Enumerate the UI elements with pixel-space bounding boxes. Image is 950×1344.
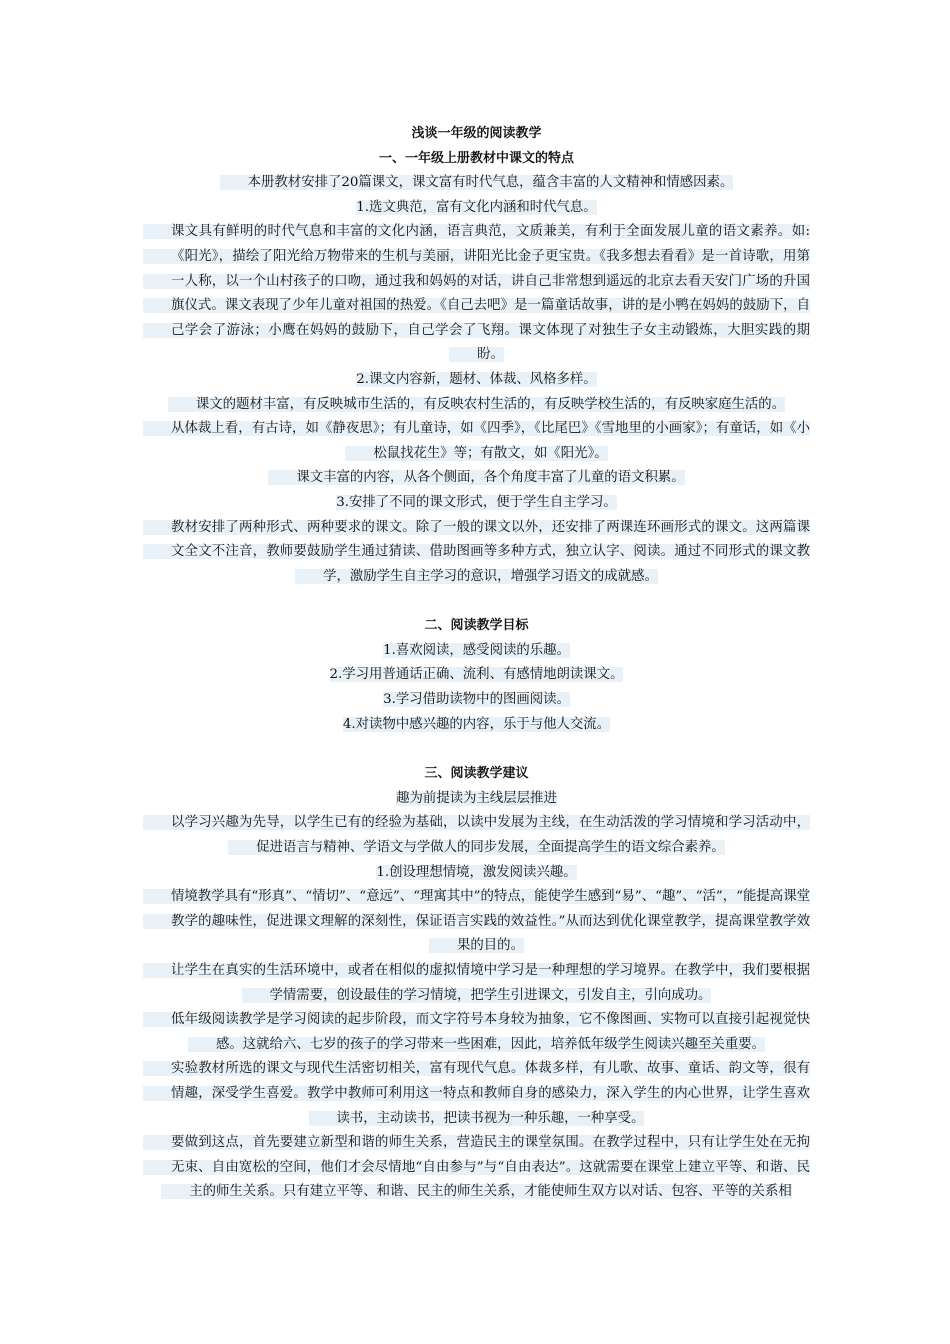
section-1-point-1-title: 1.选文典范，富有文化内涵和时代气息。: [356, 199, 597, 215]
section-1-point-1-body: 课文具有鲜明的时代气息和丰富的文化内涵，语言典范，文质兼美，有利于全面发展儿童的语文素养。如:《阳光》，描绘了阳光给万物带来的生机与美丽，讲阳光比金子更宝贵。《我多想去看看》是一首诗歌，用第一人称，以一个山村孩子的口吻，通过我和妈妈的对话，讲自己非常想到遥远的北京去看天安门广场的升国旗仪式。课文表现了少年儿童对祖国的热爱。《自己去吧》是一篇童话故事，讲的是小鸭在妈妈的鼓励下，自己学会了游泳；小鹰在妈妈的鼓励下，自己学会了飞翔。课文体现了对独生子女主动锻炼，大胆实践的期盼。: [143, 220, 810, 368]
spacer: [143, 737, 810, 762]
section-1-point-2-body-1: 课文的题材丰富，有反映城市生活的，有反映农村生活的，有反映学校生活的，有反映家庭生活的。: [143, 393, 810, 418]
goal-item: 4.对读物中感兴趣的内容，乐于与他人交流。: [342, 716, 611, 732]
goal-item: 1.喜欢阅读，感受阅读的乐趣。: [383, 642, 570, 658]
section-3-paragraph: 让学生在真实的生活环境中，或者在相似的虚拟情境中学习是一种理想的学习境界。在教学中，我们要根据学情需要，创设最佳的学习情境，把学生引进课文，引发自主，引向成功。: [143, 959, 810, 1008]
section-3-point-1-title: 1.创设理想情境，激发阅读兴趣。: [376, 864, 577, 880]
spacer: [143, 589, 810, 614]
document-page: [143, 122, 810, 1322]
document-title: 浅谈一年级的阅读教学: [411, 126, 542, 141]
section-3-paragraph: 低年级阅读教学是学习阅读的起步阶段，而文字符号本身较为抽象，它不像图画、实物可以直接引起视觉快感。这就给六、七岁的孩子的学习带来一些困难，因此，培养低年级学生阅读兴趣至关重要。: [143, 1008, 810, 1057]
section-1-point-2-body-3: 课文丰富的内容，从各个侧面，各个角度丰富了儿童的语文积累。: [143, 466, 810, 491]
section-1-heading: 一、一年级上册教材中课文的特点: [378, 150, 574, 166]
section-3-subheading: 趣为前提读为主线层层推进: [396, 790, 557, 806]
goal-item: 2.学习用普通话正确、流利、有感情地朗读课文。: [329, 667, 624, 683]
section-2-heading: 二、阅读教学目标: [424, 618, 529, 634]
section-3-intro: 以学习兴趣为先导，以学生已有的经验为基础，以读中发展为主线，在生动活泼的学习情境和学习活动中，促进语言与精神、学语文与学做人的同步发展，全面提高学生的语文综合素养。: [143, 811, 810, 860]
section-1-point-2-title: 2.课文内容新，题材、体裁、风格多样。: [356, 371, 597, 387]
goal-item: 3.学习借助读物中的图画阅读。: [383, 692, 570, 708]
section-3-paragraph: 实验教材所选的课文与现代生活密切相关，富有现代气息。体裁多样，有儿歌、故事、童话、韵文等，很有情趣，深受学生喜爱。教学中教师可利用这一特点和教师自身的感染力，深入学生的内心世界，让学生喜欢读书，主动读书，把读书视为一种乐趣，一种享受。: [143, 1057, 810, 1131]
section-1-point-3-title: 3.安排了不同的课文形式，便于学生自主学习。: [336, 494, 617, 510]
section-1-point-2-body-2: 从体裁上看，有古诗，如《静夜思》；有儿童诗，如《四季》，《比尾巴》《雪地里的小画家》；有童话，如《小松鼠找花生》等；有散文，如《阳光》。: [143, 417, 810, 466]
section-1-point-3-body: 教材安排了两种形式、两种要求的课文。除了一般的课文以外，还安排了两课连环画形式的课文。这两篇课文全文不注音，教师要鼓励学生通过猜读、借助图画等多种方式，独立认字、阅读。通过不同形式的课文教学，激励学生自主学习的意识，增强学习语文的成就感。: [143, 516, 810, 590]
section-3-paragraph: 要做到这点，首先要建立新型和谐的师生关系，营造民主的课堂氛围。在教学过程中，只有让学生处在无拘无束、自由宽松的空间，他们才会尽情地“自由参与”与“自由表达”。这就需要在课堂上建立平等、和谐、民主的师生关系。只有建立平等、和谐、民主的师生关系，才能使师生双方以对话、包容、平等的关系相: [143, 1131, 810, 1205]
section-3-heading: 三、阅读教学建议: [424, 766, 529, 782]
section-3-paragraph: 情境教学具有“形真”、“情切”、“意远”、“理寓其中”的特点，能使学生感到“易”、“趣”、“活”，“能提高课堂教学的趣味性，促进课文理解的深刻性，保证语言实践的效益性。”从而达到优化课堂教学，提高课堂教学效果的目的。: [143, 885, 810, 959]
section-1-intro: 本册教材安排了20篇课文，课文富有时代气息，蕴含丰富的人文精神和情感因素。: [143, 171, 810, 196]
